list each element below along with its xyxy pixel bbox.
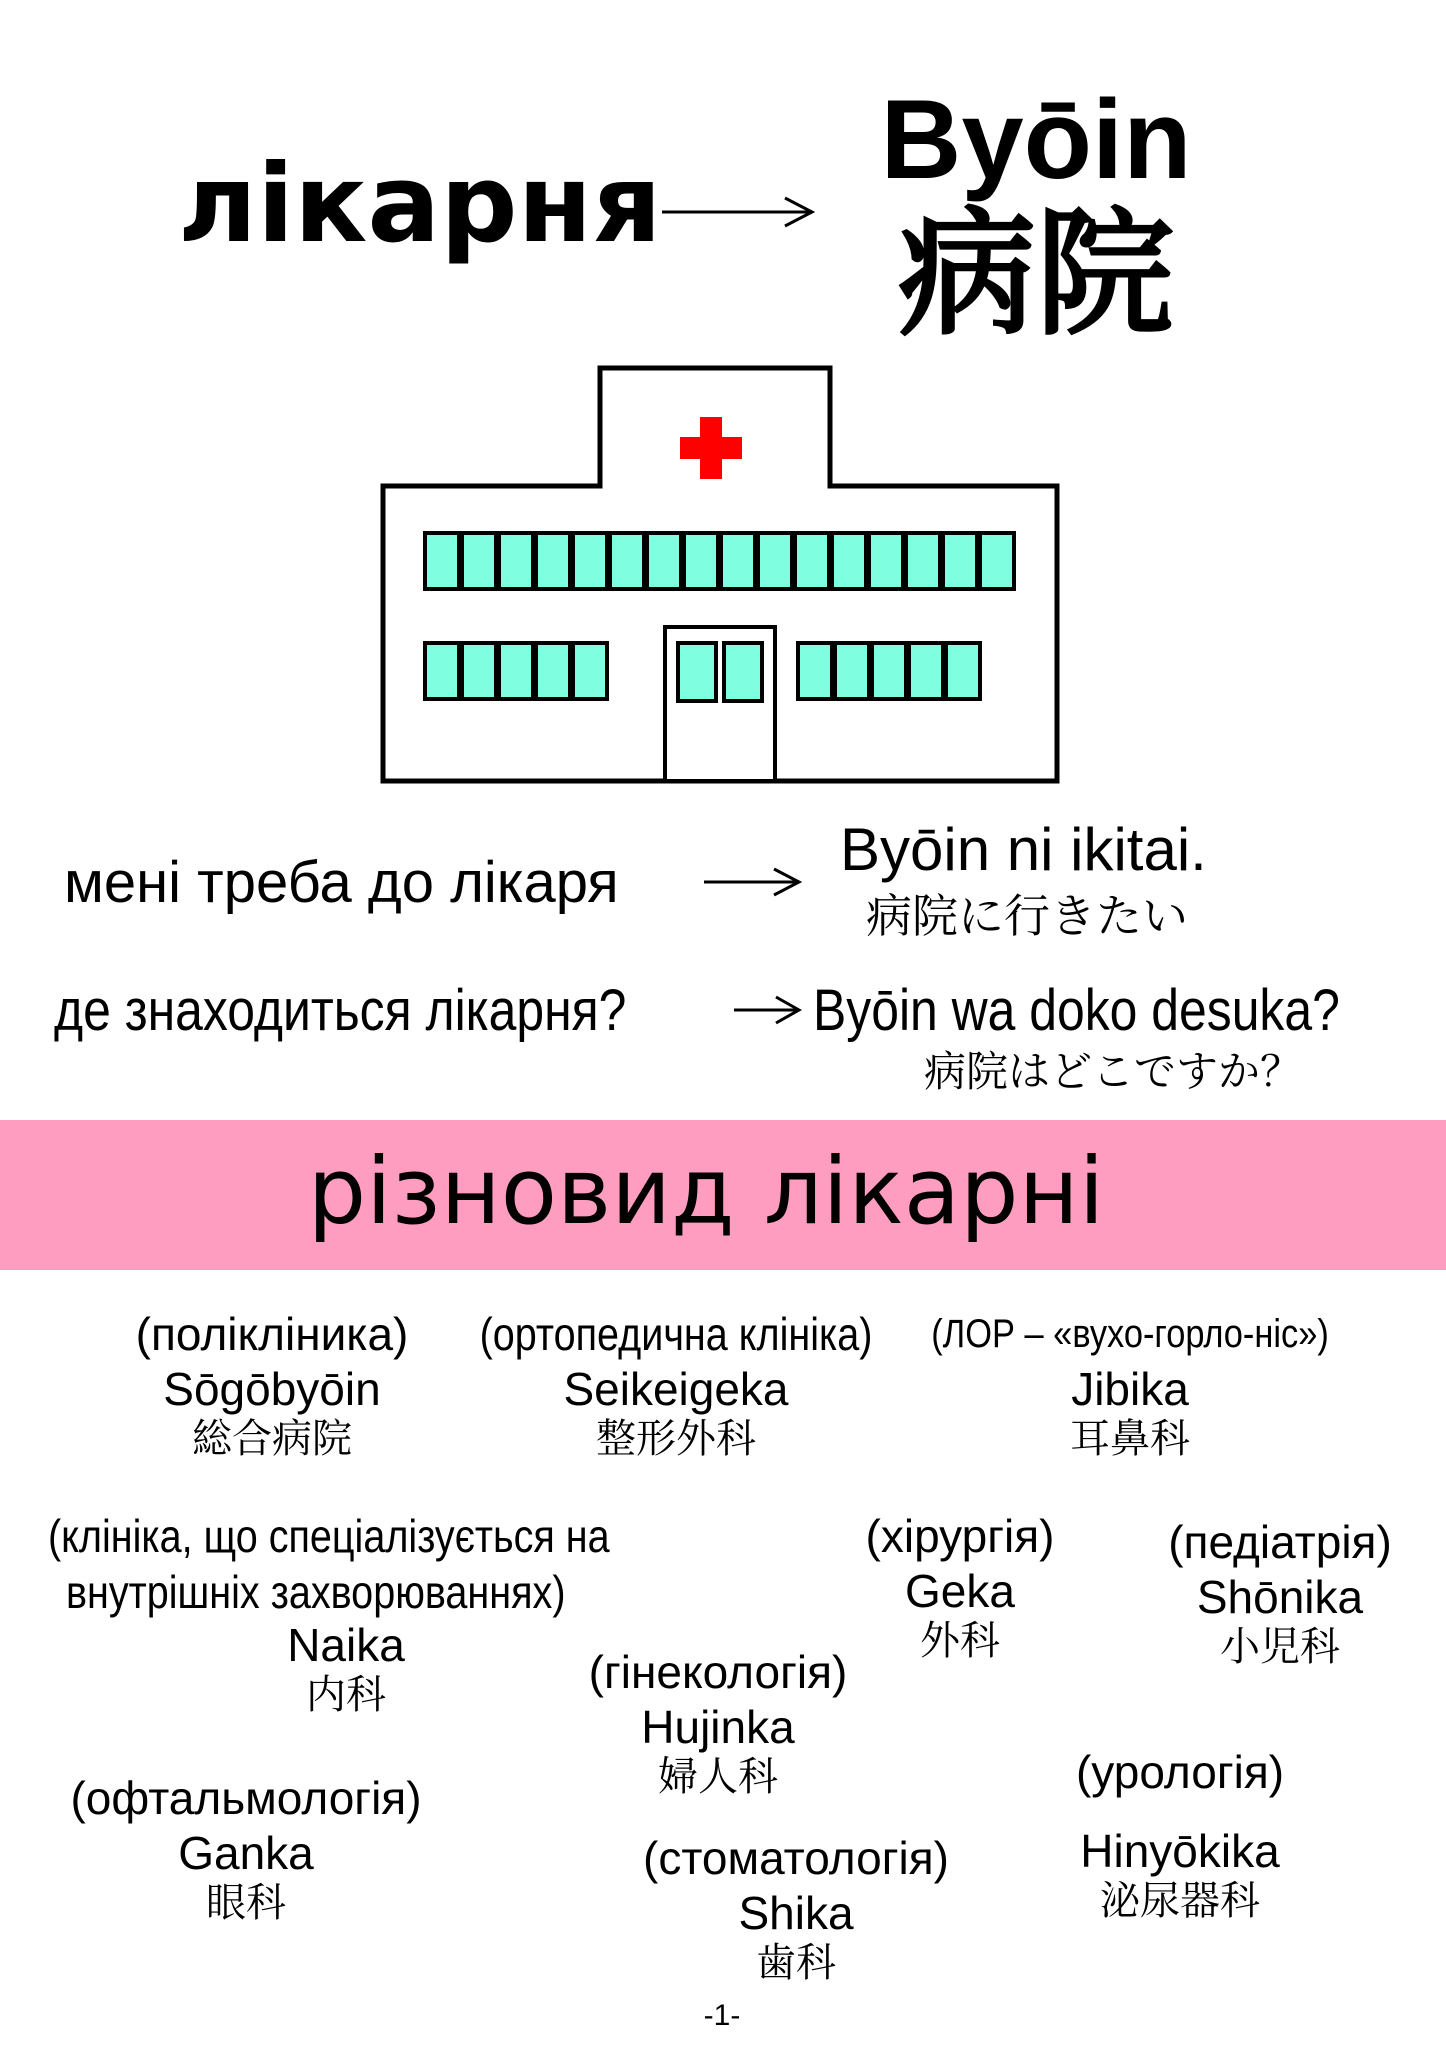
- category-japanese: 眼科: [205, 1881, 286, 1925]
- category-romaji: Seikeigeka: [563, 1363, 789, 1415]
- category-romaji: Hujinka: [641, 1701, 795, 1753]
- category-label: (урологія): [1075, 1746, 1285, 1798]
- category-internal-label-2: [66, 1564, 647, 1620]
- category-label: (стоматологія): [643, 1832, 949, 1884]
- category-romaji: Shōnika: [1196, 1571, 1364, 1623]
- category-internal: [287, 1618, 405, 1718]
- category-romaji: Sōgōbyōin: [163, 1363, 381, 1415]
- banner-title: різновид лікарні: [307, 1138, 1105, 1245]
- phrase-1-ukr: мені треба до лікаря: [64, 850, 619, 915]
- category-romaji: Jibika: [1071, 1363, 1189, 1415]
- category-ophthalmology: [70, 1770, 421, 1926]
- category-label: (полікліника): [135, 1308, 409, 1360]
- header-kanji: 病院: [897, 194, 1175, 355]
- category-label: [448, 1306, 905, 1362]
- category-japanese: 外科: [920, 1619, 1000, 1663]
- category-pediatrics: [1168, 1514, 1392, 1670]
- category-label-text: (ортопедична клініка): [479, 1308, 873, 1360]
- category-romaji: Shika: [738, 1887, 854, 1939]
- hospital-building-icon: [380, 365, 1060, 785]
- category-romaji: Ganka: [178, 1827, 314, 1879]
- category-internal-label: [48, 1508, 701, 1564]
- category-surgery: [866, 1508, 1055, 1664]
- arrow-icon: [660, 192, 815, 232]
- phrase-2-romaji-text: Byōin wa doko desuka?: [813, 978, 1340, 1043]
- category-japanese: 小児科: [1220, 1625, 1340, 1669]
- category-label: (гінекологія): [588, 1646, 848, 1698]
- category-polyclinic: [136, 1306, 409, 1462]
- category-japanese: 総合病院: [191, 1417, 352, 1461]
- category-label: [899, 1306, 1361, 1362]
- category-romaji: Hinyōkika: [1080, 1825, 1280, 1877]
- category-japanese: 歯科: [755, 1941, 836, 1985]
- header-romaji: Byōin: [880, 77, 1192, 202]
- phrase-2-ukr-text: де знаходиться лікарня?: [54, 978, 627, 1043]
- category-japanese: 耳鼻科: [1070, 1417, 1190, 1461]
- category-japanese: 内科: [305, 1673, 386, 1717]
- category-ent: [899, 1306, 1361, 1462]
- category-urology: [1076, 1744, 1284, 1924]
- phrase-2-romaji: [813, 976, 1426, 1046]
- ukr-word: лікарня: [178, 142, 662, 267]
- category-japanese: 婦人科: [658, 1755, 778, 1799]
- phrase-2-ukr: [54, 976, 720, 1046]
- category-label-text: (клініка, що спеціалізується на: [48, 1510, 610, 1562]
- arrow-icon: [732, 990, 802, 1030]
- phrase-1-romaji: Byōin ni ikitai.: [840, 816, 1207, 883]
- page-number: -1-: [703, 1999, 741, 2032]
- arrow-icon: [702, 862, 802, 902]
- category-dentistry: [643, 1830, 949, 1986]
- phrase-2-japanese: 病院はどこですか？: [924, 1048, 1303, 1095]
- category-japanese: 泌尿器科: [1100, 1879, 1260, 1923]
- category-gynecology: [589, 1644, 848, 1800]
- category-romaji: Naika: [287, 1619, 405, 1671]
- category-label: (офтальмологія): [70, 1772, 422, 1824]
- category-label: (хірургія): [865, 1510, 1055, 1562]
- category-romaji: Geka: [905, 1565, 1015, 1617]
- category-japanese: 整形外科: [595, 1417, 756, 1461]
- category-label-text: внутрішніх захворюваннях): [66, 1566, 566, 1618]
- category-label-text: (ЛОР – «вухо-горло-ніс»): [931, 1312, 1329, 1356]
- phrase-1-japanese: 病院に行きたい: [866, 890, 1188, 942]
- category-orthopedics: [448, 1306, 905, 1462]
- category-label: (педіатрія): [1168, 1516, 1392, 1568]
